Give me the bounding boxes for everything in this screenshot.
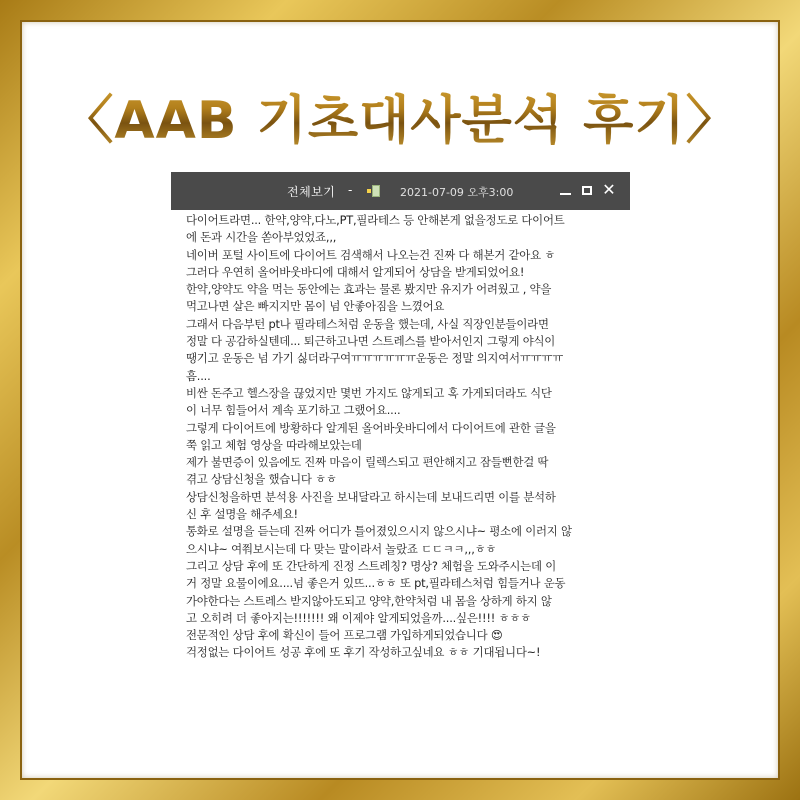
review-line: 거 정말 요물이에요....넘 좋은거 있뜨...ㅎㅎ 또 pt,필라테스처럼 힘들거나 운동 bbox=[186, 576, 566, 591]
close-icon: ✕ bbox=[602, 180, 616, 199]
review-line: 정말 다 공감하실텐데... 퇴근하고나면 스트레스를 받아서인지 그렇게 야식이 bbox=[186, 334, 556, 349]
review-line: 고 오히려 더 좋아지는!!!!!!! 왜 이제야 알게되었을까....싶은!!!! ㅎㅎㅎ bbox=[186, 610, 531, 625]
window-titlebar[interactable] bbox=[171, 172, 630, 210]
window-date: 2021-07-09 오후3:00 bbox=[400, 186, 514, 199]
close-button[interactable] bbox=[600, 180, 618, 200]
maximize-icon bbox=[582, 186, 592, 195]
review-line: 네이버 포털 사이트에 다이어트 검색해서 나오는건 진짜 다 해본거 같아요 ㅎ bbox=[186, 247, 556, 262]
review-line: 먹고나면 살은 빠지지만 몸이 넘 안좋아짐을 느꼈어요 bbox=[186, 299, 445, 314]
review-line: 흠.... bbox=[186, 368, 211, 383]
review-text[interactable] bbox=[186, 212, 630, 662]
maximize-button[interactable] bbox=[578, 180, 596, 200]
review-line: 통화로 설명을 듣는데 진짜 어디가 틀어졌있으시지 않으시냐~ 평소에 이러지 않 bbox=[186, 524, 572, 539]
review-line: 쭉 읽고 체험 영상을 따라해보았는데 bbox=[186, 437, 362, 452]
page-title: 〈AAB 기초대사분석 후기〉 bbox=[0, 78, 800, 153]
review-line: 제가 불면증이 있음에도 진짜 마음이 릴렉스되고 편안해지고 잠들뻔한걸 딱 bbox=[186, 455, 549, 470]
review-line: 신 후 설명을 해주세요! bbox=[186, 507, 298, 522]
review-line: 겪고 상담신청을 했습니다 ㅎㅎ bbox=[186, 472, 337, 487]
review-line: 한약,양약도 약을 먹는 동안에는 효과는 물론 봤지만 유지가 어려웠고 , 약을 bbox=[186, 282, 552, 297]
notepad-icon bbox=[367, 185, 381, 197]
review-line: 에 돈과 시간을 쏟아부었었죠,,, bbox=[186, 230, 337, 245]
minimize-button[interactable] bbox=[556, 180, 574, 200]
review-window bbox=[171, 172, 630, 720]
review-line: 다이어트라면... 한약,양약,다노,PT,필라테스 등 안해본게 없을정도로 다이어트 bbox=[186, 213, 565, 227]
review-line: 상담신청을하면 분석용 사진을 보내달라고 하시는데 보내드리면 이를 분석하 bbox=[186, 489, 556, 504]
review-line: 땡기고 운동은 넘 가기 싫더라구여ㅠㅠㅠㅠㅠㅠ운동은 정말 의지여서ㅠㅠㅠㅠ bbox=[186, 351, 564, 366]
review-line: 전문적인 상담 후에 확신이 들어 프로그램 가입하게되었습니다 😍 bbox=[186, 628, 503, 643]
review-line: 비싼 돈주고 헬스장을 끊었지만 몇번 가지도 않게되고 혹 가게되더라도 식단 bbox=[186, 385, 552, 400]
review-line: 그래서 다음부턴 pt나 필라테스처럼 운동을 했는데, 사실 직장인분들이라면 bbox=[186, 316, 549, 331]
review-line: 걱정없는 다이어트 성공 후에 또 후기 작성하고싶네요 ㅎㅎ 기대됩니다~! bbox=[186, 645, 541, 660]
review-line: 그리고 상담 후에 또 간단하게 진정 스트레칭? 명상? 체험을 도와주시는데 이 bbox=[186, 558, 557, 573]
review-line: 그렇게 다이어트에 방황하다 알게된 올어바웃바디에서 다이어트에 관한 글을 bbox=[186, 420, 556, 435]
review-line: 이 너무 힘들어서 계속 포기하고 그랬어요.... bbox=[186, 403, 401, 418]
window-title-separator: - bbox=[348, 183, 353, 197]
minimize-icon bbox=[560, 193, 571, 195]
window-title: 전체보기 bbox=[287, 185, 336, 199]
review-line: 가야한다는 스트레스 받지않아도되고 양약,한약처럼 내 몸을 상하게 하지 않 bbox=[186, 593, 552, 608]
review-line: 그러다 우연히 올어바웃바디에 대해서 알게되어 상담을 받게되었어요! bbox=[186, 264, 525, 279]
review-line: 으시냐~ 여쭤보시는데 다 맞는 말이라서 놀랐죠 ㄷㄷㅋㅋ,,,ㅎㅎ bbox=[186, 541, 497, 556]
